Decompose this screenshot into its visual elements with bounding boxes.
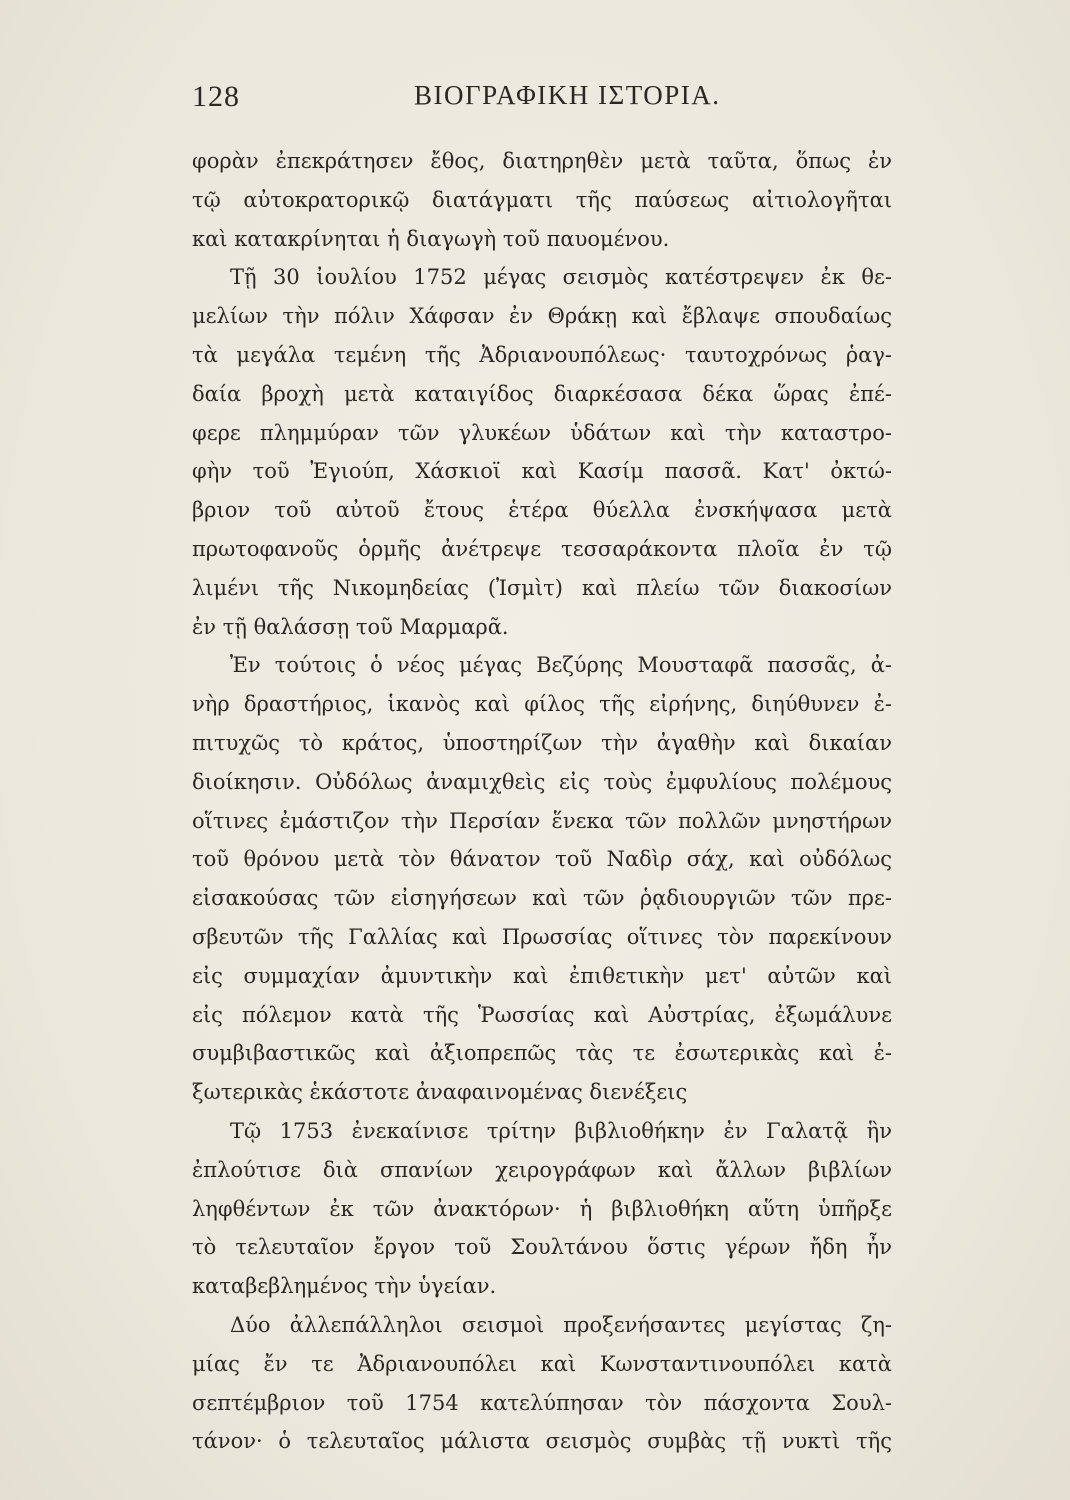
text-line: σεπτέμβριον τοῦ 1754 κατελύπησαν τὸν πάσχοντα Σουλ- — [192, 1390, 892, 1415]
text-line: εἰσακούσας τῶν εἰσηγήσεων καὶ τῶν ῥᾳδιουργιῶν τῶν πρε- — [192, 886, 892, 911]
text-line: ἐπλούτισε διὰ σπανίων χειρογράφων καὶ ἄλλων βιβλίων — [192, 1157, 892, 1182]
text-line: οἵτινες ἐμάστιζον τὴν Περσίαν ἕνεκα τῶν πολλῶν μνηστήρων — [192, 808, 892, 833]
text-line: φορὰν ἐπεκράτησεν ἔθος, διατηρηθὲν μετὰ ταῦτα, ὅπως ἐν — [192, 149, 892, 173]
text-line: πιτυχῶς τὸ κράτος, ὑποστηρίζων τὴν ἀγαθὴν καὶ δικαίαν — [192, 730, 892, 755]
text-line: μίας ἔν τε Ἀδριανουπόλει καὶ Κωνσταντινουπόλει κατὰ — [192, 1351, 892, 1376]
page-number: 128 — [192, 80, 240, 113]
text-line: βριον τοῦ αὐτοῦ ἔτους ἑτέρα θύελλα ἐνσκήψασα μετὰ — [192, 498, 892, 523]
text-line: ξωτερικὰς ἑκάστοτε ἀναφαινομένας διενέξεις — [192, 1080, 688, 1105]
text-line: τὸ τελευταῖον ἔργον τοῦ Σουλτάνου ὅστις γέρων ἤδη ἦν — [192, 1235, 892, 1260]
text-line: εἰς συμμαχίαν ἀμυντικὴν καὶ ἐπιθετικὴν μετ' αὐτῶν καὶ — [192, 963, 892, 988]
text-line: ἐν τῇ θαλάσσῃ τοῦ Μαρμαρᾶ. — [192, 614, 509, 639]
text-line: τὰ μεγάλα τεμένη τῆς Ἀδριανουπόλεως· ταυτοχρόνως ῥαγ- — [192, 342, 892, 367]
text-line: φὴν τοῦ Ἐγιούπ, Χάσκιοϊ καὶ Κασίμ πασσᾶ. Κατ' ὀκτώ- — [192, 459, 892, 484]
running-head: ΒΙΟΓΡΑΦΙΚΗ ΙΣΤΟΡΙΑ. — [414, 80, 721, 110]
text-line: εἰς πόλεμον κατὰ τῆς Ῥωσσίας καὶ Αὐστρίας, ἐξωμάλυνε — [192, 1002, 892, 1027]
page-header — [192, 80, 892, 120]
text-line: ληφθέντων ἐκ τῶν ἀνακτόρων· ἡ βιβλιοθήκη αὕτη ὑπῆρξε — [192, 1196, 892, 1221]
text-line: πρωτοφανοῦς ὁρμῆς ἀνέτρεψε τεσσαράκοντα πλοῖα ἐν τῷ — [192, 536, 892, 561]
text-line: Δύο ἀλλεπάλληλοι σεισμοὶ προξενήσαντες μεγίστας ζη- — [230, 1312, 892, 1337]
text-line: Τῷ 1753 ἐνεκαίνισε τρίτην βιβλιοθήκην ἐν Γαλατᾷ ἣν — [230, 1118, 892, 1143]
text-line: μελίων τὴν πόλιν Χάφσαν ἐν Θράκῃ καὶ ἔβλαψε σπουδαίως — [192, 304, 892, 329]
text-line: τοῦ θρόνου μετὰ τὸν θάνατον τοῦ Ναδὶρ σάχ, καὶ οὐδόλως — [192, 847, 892, 872]
text-line: σβευτῶν τῆς Γαλλίας καὶ Πρωσσίας οἵτινες τὸν παρεκίνουν — [192, 924, 892, 949]
body-text — [192, 142, 892, 1461]
text-line: νὴρ δραστήριος, ἱκανὸς καὶ φίλος τῆς εἰρήνης, διηύθυνεν ἐ- — [192, 692, 892, 717]
text-line: καταβεβλημένος τὴν ὑγείαν. — [192, 1274, 497, 1299]
text-line: λιμένι τῆς Νικομηδείας (Ἰσμὶτ) καὶ πλείω τῶν διακοσίων — [192, 575, 892, 600]
text-line: τάνον· ὁ τελευταῖος μάλιστα σεισμὸς συμβὰς τῇ νυκτὶ τῆς — [192, 1429, 892, 1454]
text-line: δαία βροχὴ μετὰ καταιγίδος διαρκέσασα δέκα ὥρας ἐπέ- — [192, 381, 892, 406]
text-line: συμβιβαστικῶς καὶ ἀξιοπρεπῶς τὰς τε ἐσωτερικὰς καὶ ἐ- — [192, 1041, 892, 1066]
text-line: Ἐν τούτοις ὁ νέος μέγας Βεζύρης Μουσταφᾶ πασσᾶς, ἀ- — [230, 653, 892, 678]
text-line: καὶ κατακρίνηται ἡ διαγωγὴ τοῦ παυομένου. — [192, 226, 670, 251]
text-line: φερε πλημμύραν τῶν γλυκέων ὑδάτων καὶ τὴν καταστρο- — [192, 420, 892, 445]
text-line: Τῇ 30 ἰουλίου 1752 μέγας σεισμὸς κατέστρεψεν ἐκ θε- — [230, 265, 892, 290]
text-line: τῷ αὐτοκρατορικῷ διατάγματι τῆς παύσεως αἰτιολογῆται — [192, 187, 892, 212]
text-line: διοίκησιν. Οὐδόλως ἀναμιχθεὶς εἰς τοὺς ἐμφυλίους πολέμους — [192, 769, 892, 794]
